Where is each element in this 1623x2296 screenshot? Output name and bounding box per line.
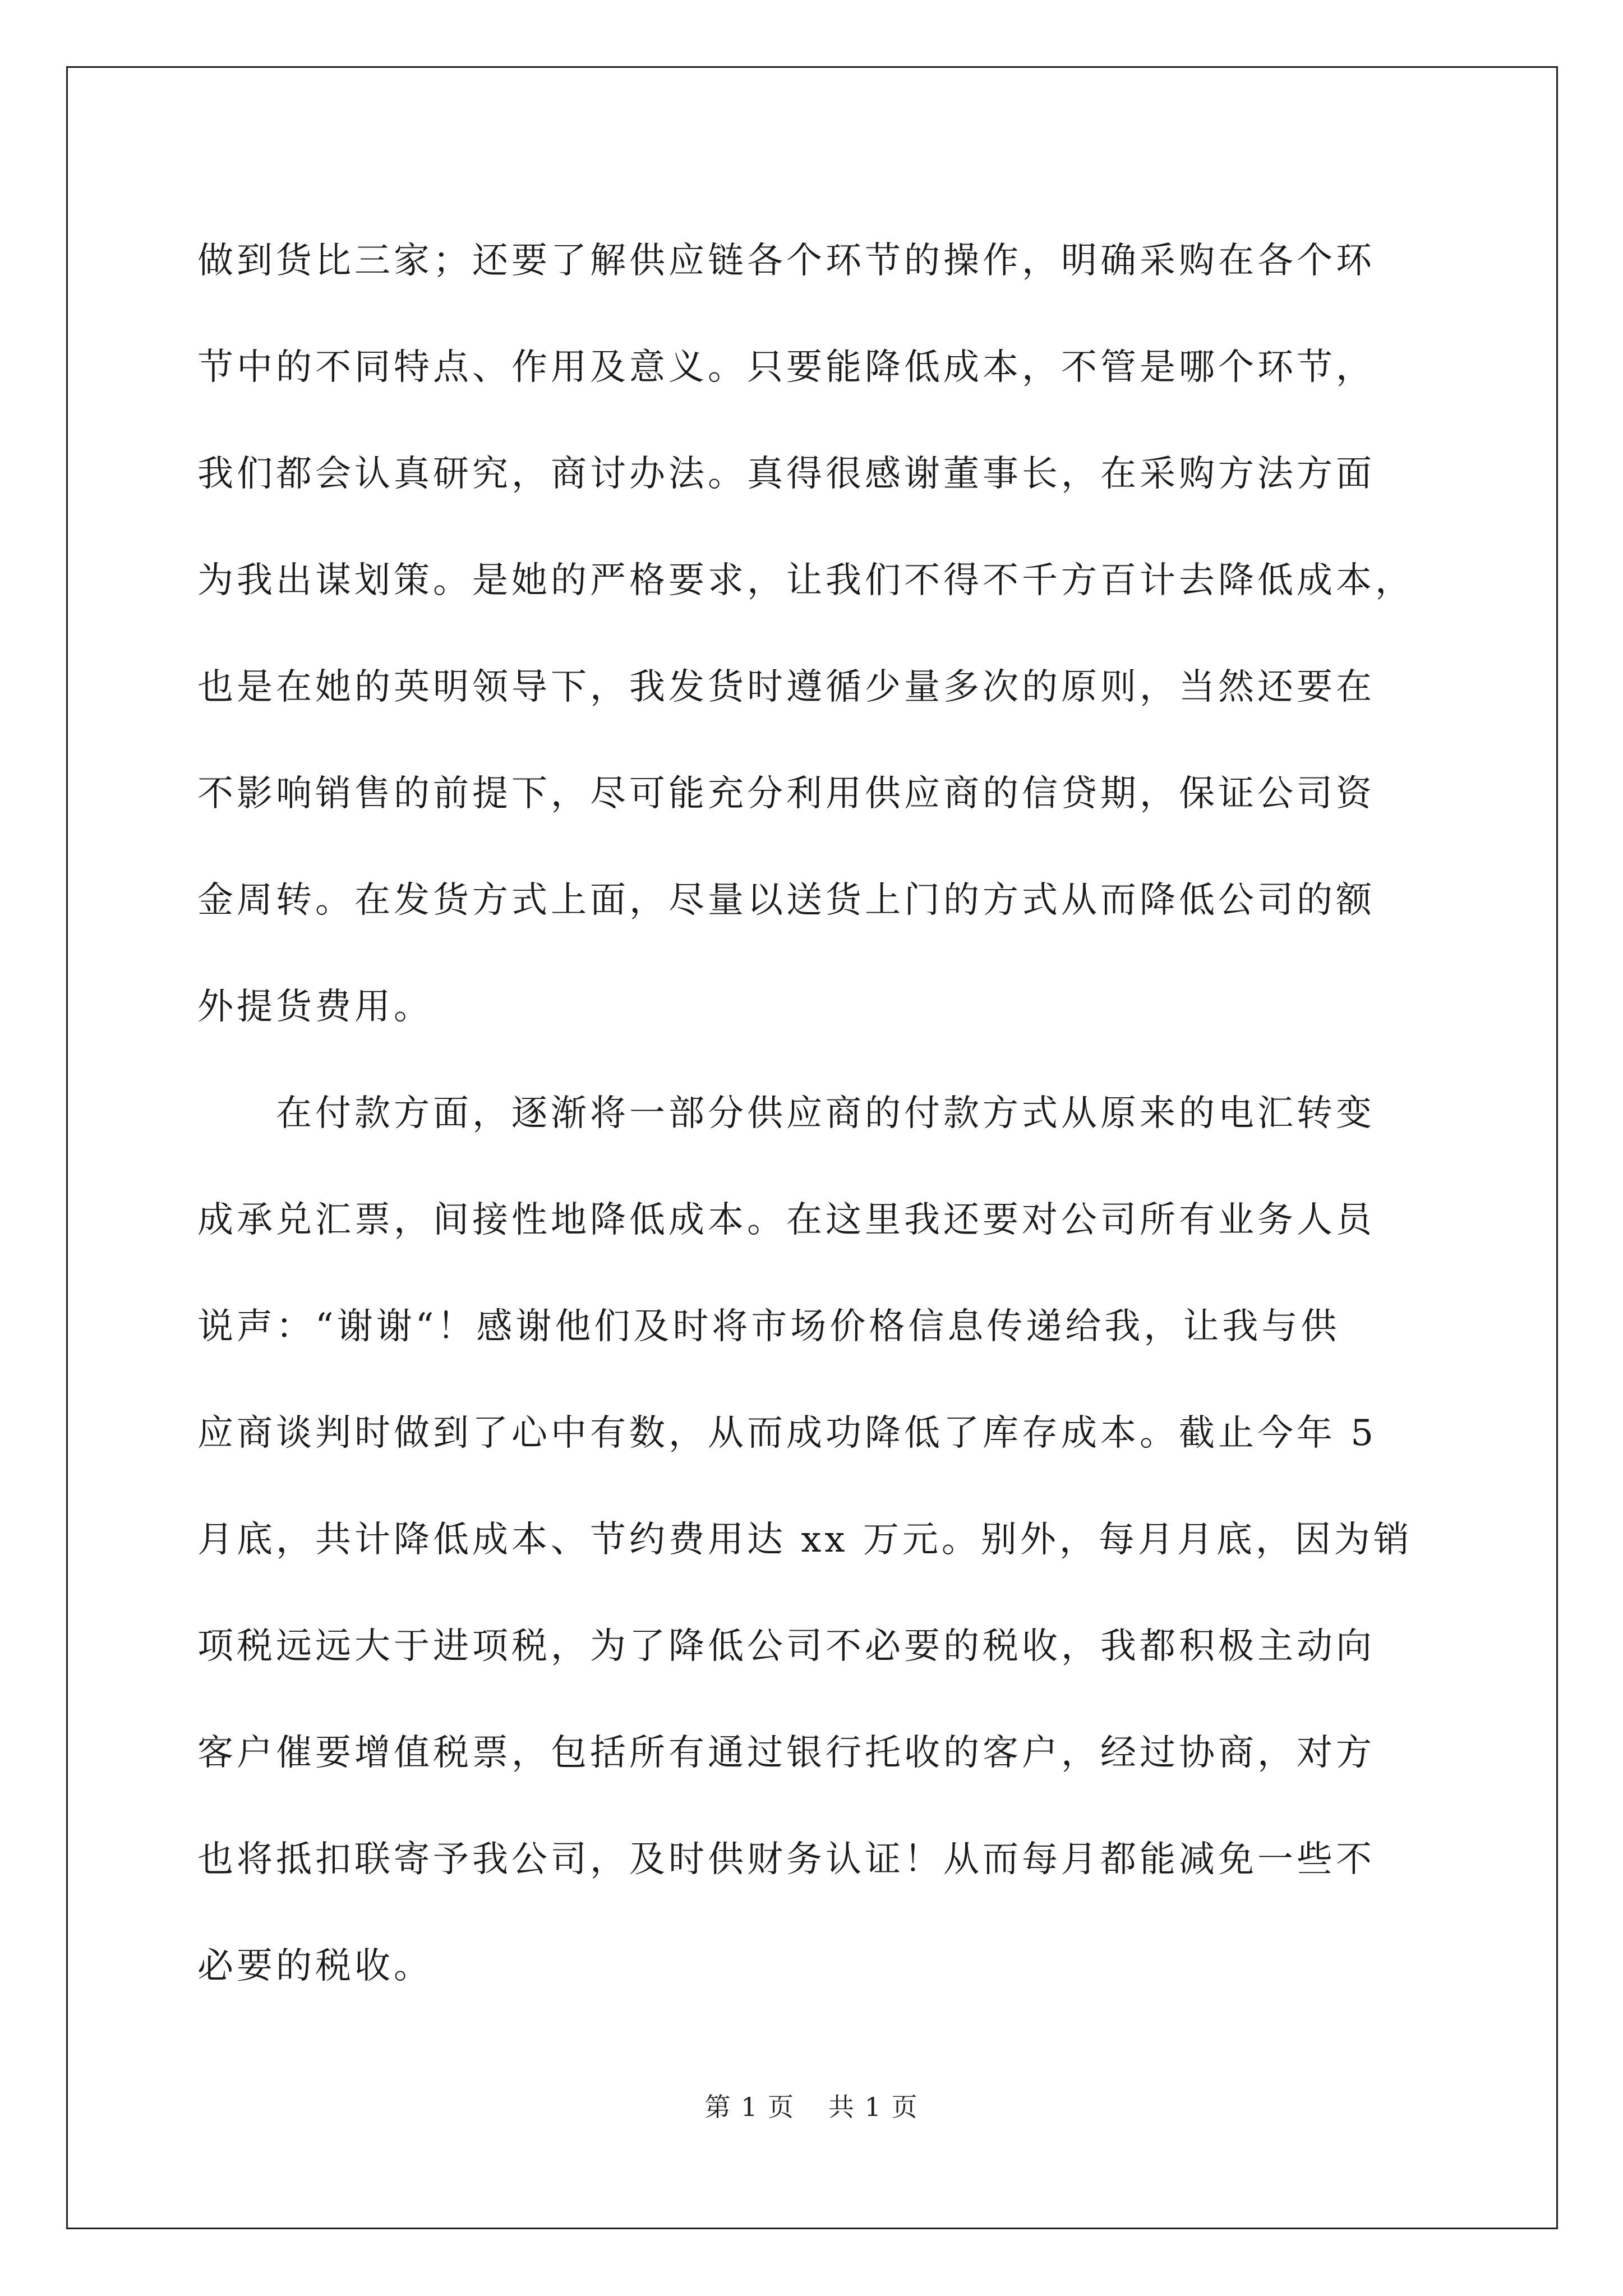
text-line: 月底，共计降低成本、节约费用达 xx 万元。别外，每月月底，因为销 — [197, 1519, 1413, 1561]
text-line: 必要的税收。 — [197, 1945, 433, 1987]
paragraph-1 — [197, 208, 1454, 1060]
text-line: 不影响销售的前提下，尽可能充分利用供应商的信贷期，保证公司资 — [197, 773, 1375, 815]
text-line: 客户催要增值税票，包括所有通过银行托收的客户，经过协商，对方 — [197, 1732, 1375, 1774]
text-line: 应商谈判时做到了心中有数，从而成功降低了库存成本。截止今年 5 — [197, 1412, 1377, 1454]
text-line: 外提货费用。 — [197, 986, 433, 1028]
text-line: 节中的不同特点、作用及意义。只要能降低成本，不管是哪个环节， — [197, 347, 1375, 388]
text-line: 项税远远大于进项税，为了降低公司不必要的税收，我都积极主动向 — [197, 1626, 1375, 1667]
document-body — [197, 208, 1454, 2019]
text-line-indented: 在付款方面，逐渐将一部分供应商的付款方式从原来的电汇转变 — [276, 1093, 1375, 1134]
text-line: 说声：“谢谢“！感谢他们及时将市场价格信息传递给我，让我与供 — [197, 1306, 1340, 1347]
page-total: 共 1 页 — [828, 2092, 919, 2122]
paragraph-2 — [197, 1060, 1454, 2019]
page-number: 第 1 页 — [704, 2092, 795, 2122]
text-line: 为我出谋划策。是她的严格要求，让我们不得不千方百计去降低成本， — [197, 560, 1414, 601]
text-line: 也将抵扣联寄予我公司，及时供财务认证！从而每月都能减免一些不 — [197, 1839, 1375, 1880]
text-line: 金周转。在发货方式上面，尽量以送货上门的方式从而降低公司的额 — [197, 880, 1375, 921]
page-footer — [0, 2087, 1623, 2124]
text-line: 成承兑汇票，间接性地降低成本。在这里我还要对公司所有业务人员 — [197, 1199, 1375, 1241]
text-line: 做到货比三家；还要了解供应链各个环节的操作，明确采购在各个环 — [197, 240, 1375, 282]
text-line: 也是在她的英明领导下，我发货时遵循少量多次的原则，当然还要在 — [197, 666, 1375, 708]
text-line: 我们都会认真研究，商讨办法。真得很感谢董事长，在采购方法方面 — [197, 453, 1375, 495]
